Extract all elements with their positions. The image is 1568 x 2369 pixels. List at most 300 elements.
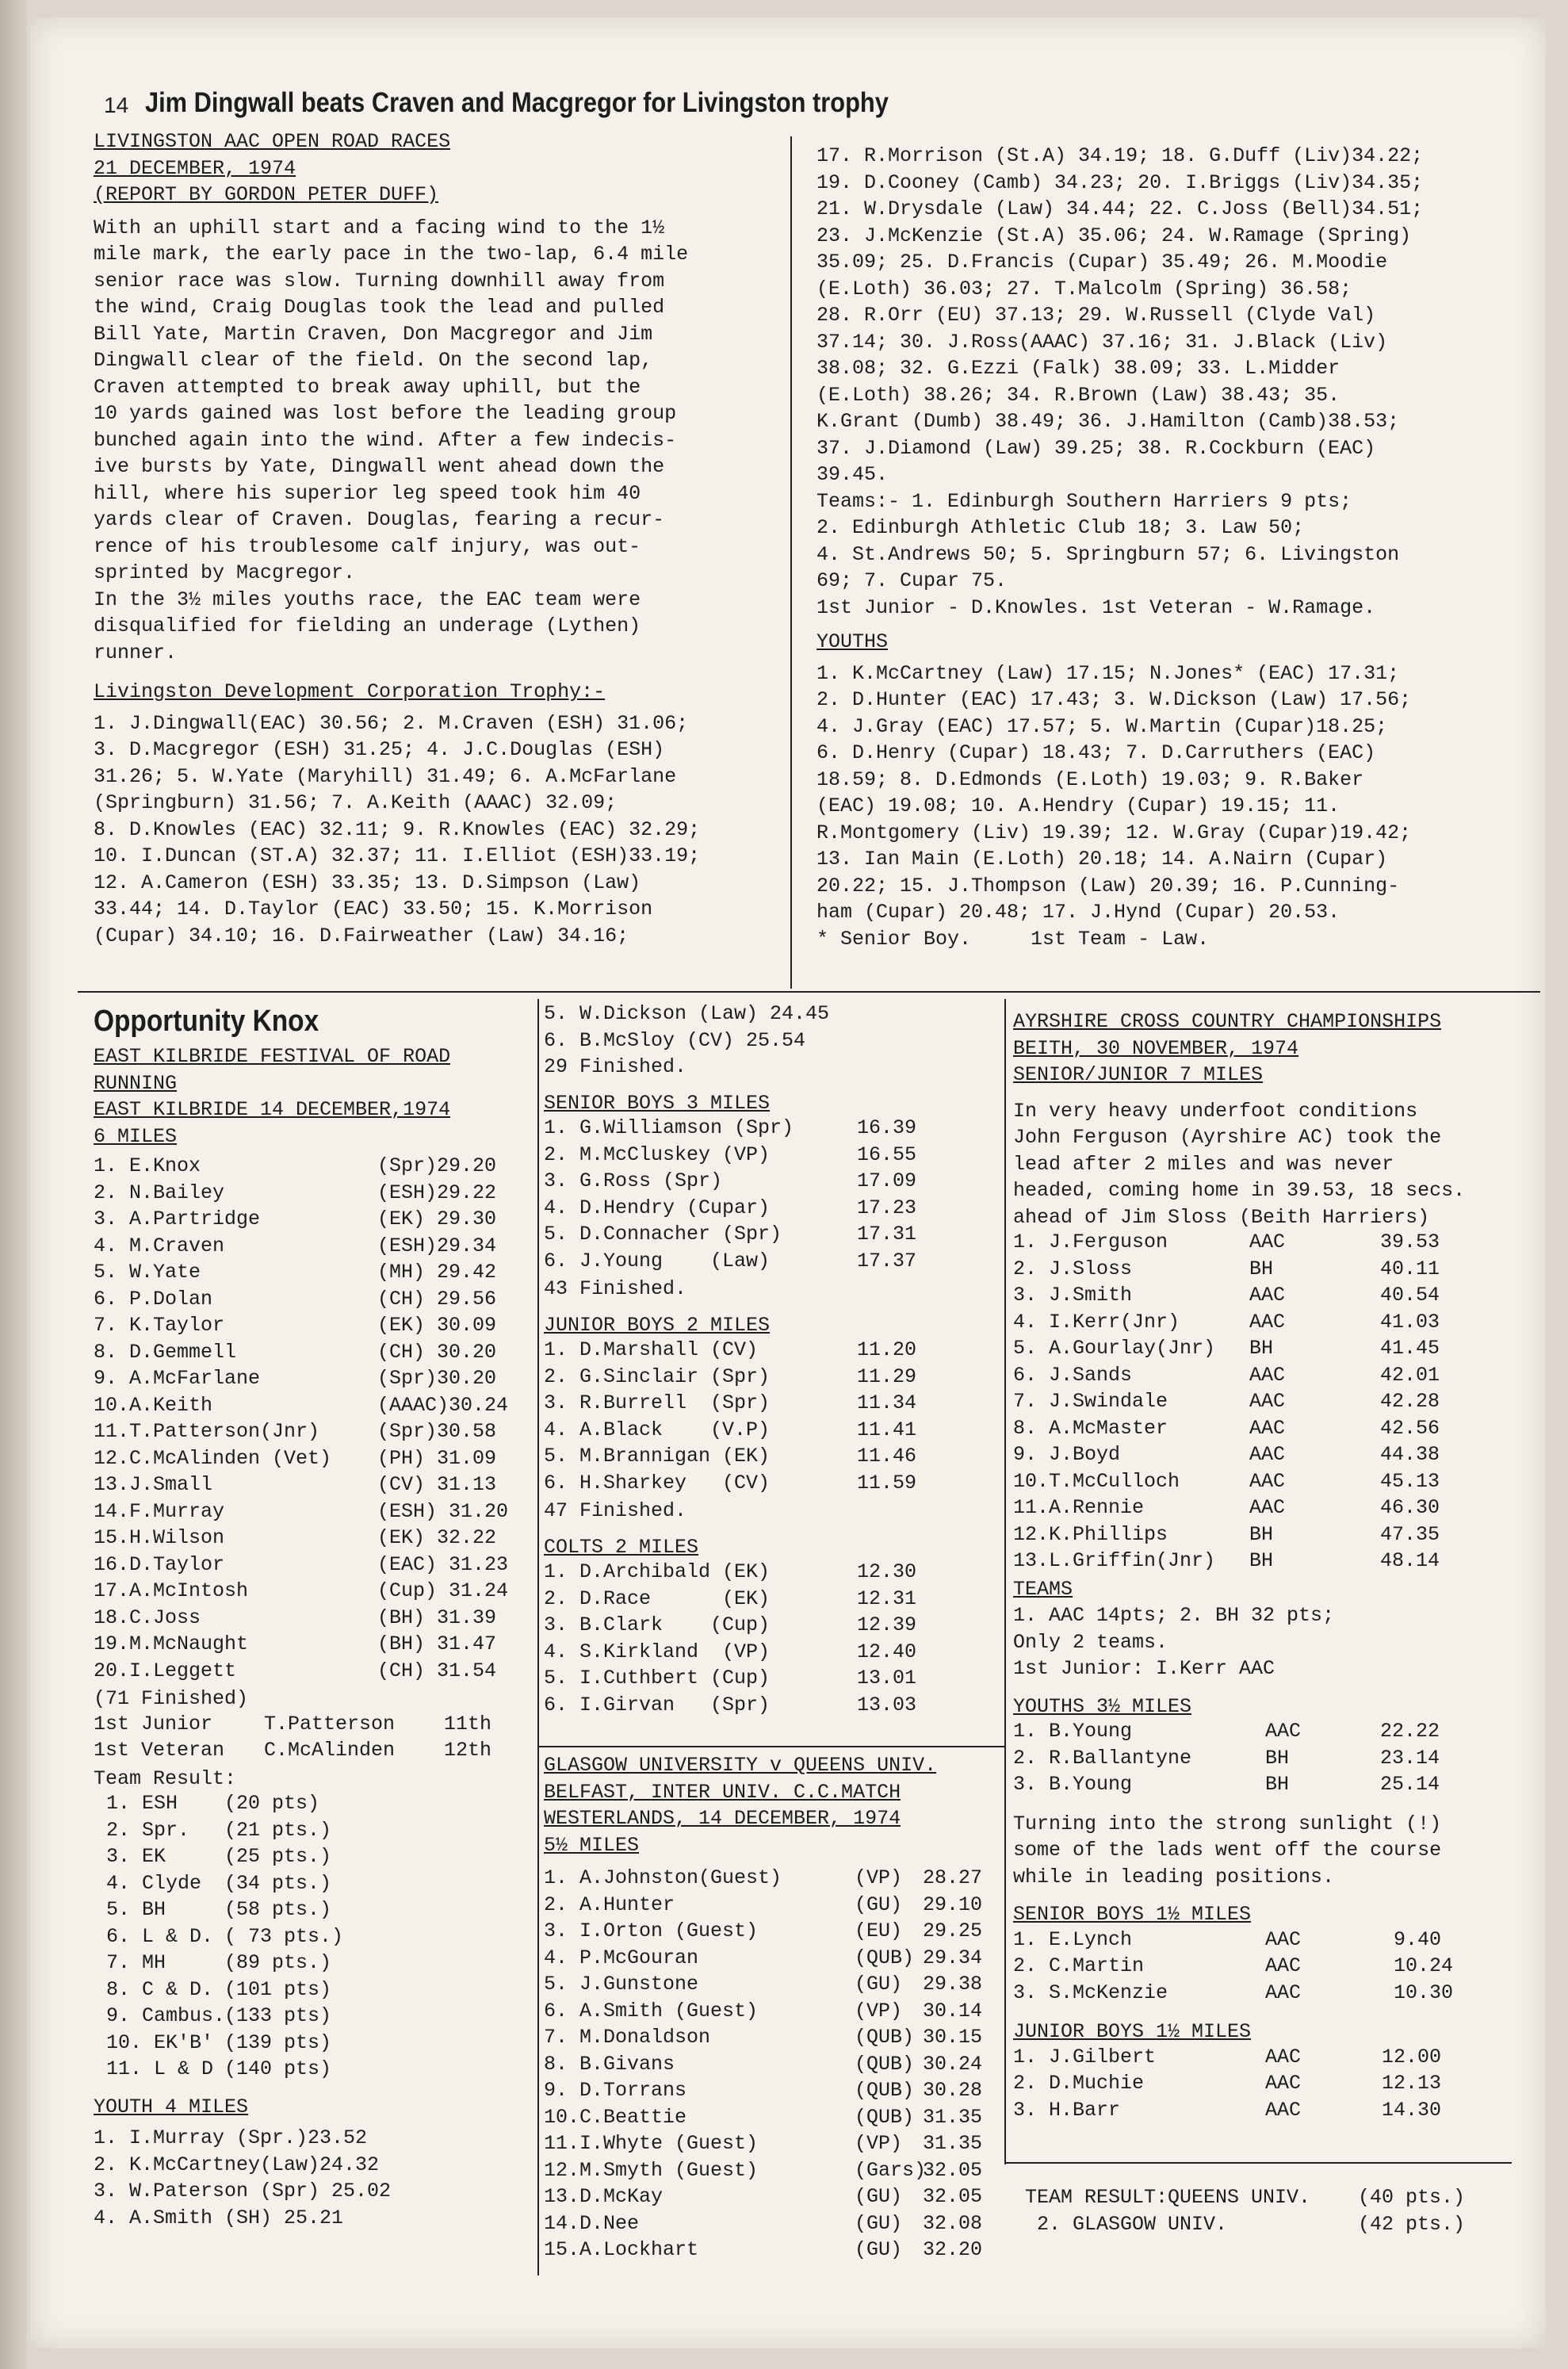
- trophy-result-line: 10. I.Duncan (ST.A) 32.37; 11. I.Elliot (ESH)33.19;: [94, 844, 701, 867]
- knox-result-row-club: (BH) 31.47: [377, 1632, 497, 1655]
- ayrshire-result-row-club: AAC: [1249, 1230, 1286, 1253]
- colts-2-miles: [544, 1534, 1004, 1720]
- colts-row: [544, 1587, 1004, 1614]
- knox-result-row-name: 15.H.Wilson: [94, 1526, 225, 1549]
- senior-boys-row-time: 16.39: [857, 1116, 917, 1139]
- youth-4-miles-heading: YOUTH 4 MILES: [94, 2095, 249, 2118]
- team-result-row: [94, 1819, 537, 1846]
- trophy-result-line: 31.26; 5. W.Yate (Maryhill) 31.49; 6. A.McFarlane: [94, 764, 677, 788]
- ayrshire-result-row: [1013, 1523, 1528, 1550]
- team-result-row-pts: (58 pts.): [224, 1898, 332, 1921]
- team-result-row: [94, 2057, 537, 2084]
- team-result-row-team: 1. ESH: [106, 1792, 178, 1815]
- knox-result-row-name: 20.I.Leggett: [94, 1659, 237, 1682]
- ayrshire-result-row: [1013, 1230, 1528, 1257]
- report-line: Bill Yate, Martin Craven, Don Macgregor and Jim: [94, 322, 653, 346]
- glasgow-result-row-club: (GU): [855, 2185, 903, 2208]
- column-divider-bottom-left: [537, 999, 539, 2275]
- ayrshire-result-row-time: 41.45: [1380, 1337, 1440, 1360]
- report-line: 10 yards gained was lost before the leading group: [94, 402, 677, 425]
- result-line: Teams:- 1. Edinburgh Southern Harriers 9 pts;: [817, 489, 1352, 513]
- ayr-senior-boys-row-club: AAC: [1265, 1927, 1302, 1951]
- trophy-result-line: 12. A.Cameron (ESH) 33.35; 13. D.Simpson (Law): [94, 871, 641, 894]
- ayr-junior-boys-row: [1013, 2072, 1528, 2099]
- result-line: 38.08; 32. G.Ezzi (Falk) 38.09; 33. L.Midder: [817, 357, 1340, 380]
- knox-result-row-club: (Spr)30.58: [377, 1420, 497, 1443]
- glasgow-result-row: [544, 2159, 1004, 2186]
- glasgow-result-row-club: (GU): [855, 1973, 903, 1996]
- knox-result-row-name: 9. A.McFarlane: [94, 1367, 261, 1390]
- knox-result-row: [94, 1473, 537, 1500]
- team-result-row: [94, 1872, 537, 1899]
- colts-row: [544, 1640, 1004, 1667]
- report-line: rence of his troublesome calf injury, was out-: [94, 534, 641, 558]
- ayr-youths-results: [1013, 1720, 1528, 1800]
- team-result-row-pts: (101 pts): [224, 1977, 332, 2001]
- senior-boys-row-name: 6. J.Young (Law): [544, 1249, 771, 1273]
- ayrshire-result-row-time: 39.53: [1380, 1230, 1440, 1253]
- glasgow-result-row-time: 28.27: [923, 1866, 983, 1889]
- glasgow-result-row-time: 31.35: [923, 2132, 983, 2155]
- ayr-senior-boys-row: [1013, 1981, 1528, 2008]
- sunlight-line: Turning into the strong sunlight (!): [1013, 1812, 1442, 1835]
- junior-boys-row-time: 11.41: [857, 1418, 917, 1441]
- glasgow-result-row-time: 32.08: [923, 2211, 983, 2235]
- team-result-row-team: 6. L & D.: [106, 1924, 214, 1948]
- ayrshire-result-row-name: 10.T.McCulloch: [1013, 1469, 1180, 1493]
- junior-boys-row-name: 6. H.Sharkey (CV): [544, 1471, 771, 1494]
- first-junior-pos: 11th: [444, 1712, 492, 1736]
- ayr-junior-boys-row-name: 1. J.Gilbert: [1013, 2045, 1157, 2069]
- ayr-senior-boys-row-name: 3. S.McKenzie: [1013, 1981, 1168, 2004]
- result-line: 4. St.Andrews 50; 5. Springburn 57; 6. Livingston: [817, 542, 1400, 566]
- first-veteran-pos: 12th: [444, 1739, 492, 1762]
- knox-result-row: [94, 1261, 537, 1288]
- knox-result-row: [94, 1500, 537, 1527]
- colts-row-time: 12.39: [857, 1613, 917, 1636]
- middle-top-line: 29 Finished.: [544, 1055, 687, 1078]
- glasgow-result-row-name: 11.I.Whyte (Guest): [544, 2132, 759, 2155]
- report-line: bunched again into the wind. After a few indecis-: [94, 428, 677, 452]
- knox-result-row-name: 1. E.Knox: [94, 1154, 201, 1177]
- ayrshire-article: [1013, 1008, 1528, 2125]
- glasgow-result-row: [544, 2212, 1004, 2239]
- ayrshire-result-row-club: BH: [1249, 1257, 1274, 1280]
- senior-boys-row-time: 17.31: [857, 1223, 917, 1246]
- result-line: 17. R.Morrison (St.A) 34.19; 18. G.Duff (Liv)34.22;: [817, 144, 1424, 167]
- ayr-junior-boys-results: [1013, 2046, 1528, 2126]
- result-line: 19. D.Cooney (Camb) 34.23; 20. I.Briggs (Liv)34.35;: [817, 170, 1424, 194]
- senior-boys-3-miles: [544, 1090, 1004, 1303]
- result-line: (E.Loth) 38.26; 34. R.Brown (Law) 38.43; 35.: [817, 383, 1340, 407]
- ayrshire-result-row-time: 42.01: [1380, 1363, 1440, 1387]
- glasgow-result-row-club: (GU): [855, 2211, 903, 2235]
- colts-row-time: 12.40: [857, 1640, 917, 1663]
- ayrshire-report-line: In very heavy underfoot conditions: [1013, 1099, 1418, 1123]
- knox-result-row-name: 4. M.Craven: [94, 1234, 225, 1257]
- first-veteran-label: 1st Veteran: [94, 1739, 225, 1762]
- ayr-senior-boys-results: [1013, 1928, 1528, 2008]
- glasgow-result-row: [544, 1946, 1004, 1973]
- senior-boys-row: [544, 1223, 1004, 1250]
- glasgow-result-row-name: 2. A.Hunter: [544, 1893, 675, 1916]
- colts-row: [544, 1667, 1004, 1694]
- glasgow-result-row-club: (VP): [855, 2132, 903, 2155]
- senior-boys-row-time: 17.23: [857, 1196, 917, 1219]
- ayrshire-result-row-name: 7. J.Swindale: [1013, 1390, 1168, 1413]
- result-line: 37. J.Diamond (Law) 39.25; 38. R.Cockburn (EAC): [817, 436, 1376, 460]
- junior-boys-row: [544, 1365, 1004, 1392]
- glasgow-heading-line: WESTERLANDS, 14 DECEMBER, 1974: [544, 1807, 901, 1830]
- glasgow-result-row-club: (EU): [855, 1919, 903, 1942]
- middle-top-line: 6. B.McSloy (CV) 25.54: [544, 1028, 806, 1052]
- ayrshire-report-line: John Ferguson (Ayrshire AC) took the: [1013, 1126, 1442, 1149]
- result-line: 1st Junior - D.Knowles. 1st Veteran - W.Ramage.: [817, 595, 1376, 619]
- knox-result-row: [94, 1288, 537, 1315]
- senior-boys-row-time: 16.55: [857, 1142, 917, 1166]
- team-result-row-team: 9. Cambus.: [106, 2004, 226, 2027]
- glasgow-heading: [544, 1752, 1004, 1858]
- colts-row-time: 12.31: [857, 1586, 917, 1610]
- knox-result-row-club: (ESH) 31.20: [377, 1499, 509, 1523]
- report-line: disqualified for fielding an underage (Lythen): [94, 614, 641, 637]
- ayr-senior-boys-row-name: 2. C.Martin: [1013, 1954, 1145, 1977]
- knox-result-row-name: 10.A.Keith: [94, 1393, 213, 1417]
- youth-4-miles-line: 3. W.Paterson (Spr) 25.02: [94, 2180, 392, 2203]
- knox-result-row-name: 17.A.McIntosh: [94, 1579, 249, 1602]
- glasgow-result-row-time: 32.20: [923, 2238, 983, 2261]
- senior-boys-finished: 43 Finished.: [544, 1277, 687, 1300]
- ayrshire-result-row-name: 1. J.Ferguson: [1013, 1230, 1168, 1253]
- knox-heading-line: 6 MILES: [94, 1124, 178, 1148]
- report-line: With an uphill start and a facing wind to the 1½: [94, 216, 665, 239]
- result-line: 28. R.Orr (EU) 37.13; 29. W.Russell (Clyde Val): [817, 304, 1376, 327]
- junior-boys-row: [544, 1472, 1004, 1498]
- glasgow-result-row: [544, 1866, 1004, 1893]
- junior-boys-row-time: 11.59: [857, 1471, 917, 1494]
- ayrshire-result-row-time: 42.28: [1380, 1390, 1440, 1413]
- ayrshire-result-row: [1013, 1443, 1528, 1470]
- sunlight-line: while in leading positions.: [1013, 1865, 1335, 1889]
- team-result-row-pts: (21 pts.): [224, 1818, 332, 1842]
- report-line: In the 3½ miles youths race, the EAC team were: [94, 587, 641, 611]
- senior-boys-row: [544, 1143, 1004, 1170]
- knox-result-row-name: 6. P.Dolan: [94, 1287, 213, 1311]
- glasgow-result-row-name: 6. A.Smith (Guest): [544, 1999, 759, 2023]
- ayrshire-heading-line: AYRSHIRE CROSS COUNTRY CHAMPIONSHIPS: [1013, 1010, 1442, 1033]
- glasgow-result-row-time: 31.35: [923, 2105, 983, 2129]
- result-line: 69; 7. Cupar 75.: [817, 569, 1008, 592]
- ayrshire-result-row-club: AAC: [1249, 1416, 1286, 1440]
- youth-4-miles-line: 1. I.Murray (Spr.)23.52: [94, 2126, 368, 2149]
- knox-title: Opportunity Knox: [94, 1005, 319, 1038]
- teams-heading: TEAMS: [1013, 1577, 1073, 1601]
- ayrshire-result-row-name: 12.K.Phillips: [1013, 1522, 1168, 1546]
- glasgow-result-row-name: 15.A.Lockhart: [544, 2238, 699, 2261]
- glasgow-result-row: [544, 2026, 1004, 2053]
- glasgow-heading-line: GLASGOW UNIVERSITY v QUEENS UNIV.: [544, 1754, 937, 1777]
- knox-result-row: [94, 1207, 537, 1234]
- ayrshire-box-bottom: [1004, 2162, 1512, 2164]
- knox-result-row-name: 18.C.Joss: [94, 1605, 201, 1629]
- ayrshire-result-row-name: 5. A.Gourlay(Jnr): [1013, 1337, 1216, 1360]
- youth-result-line: 1. K.McCartney (Law) 17.15; N.Jones* (EAC) 17.31;: [817, 661, 1400, 685]
- glasgow-result-row-club: (QUB): [855, 2105, 915, 2129]
- knox-result-row-club: (CH) 30.20: [377, 1340, 497, 1364]
- glasgow-result-row-name: 5. J.Gunstone: [544, 1973, 699, 1996]
- senior-boys-row: [544, 1169, 1004, 1196]
- team-result-row: [94, 1792, 537, 1819]
- glasgow-result-row-club: (GU): [855, 1893, 903, 1916]
- inter-univ-team-result: [1025, 2186, 1532, 2239]
- youth-4-miles-line: 4. A.Smith (SH) 25.21: [94, 2206, 344, 2229]
- trophy-result-line: 8. D.Knowles (EAC) 32.11; 9. R.Knowles (EAC) 32.29;: [94, 817, 701, 841]
- glasgow-result-row-name: 4. P.McGouran: [544, 1946, 699, 1969]
- knox-result-row-club: (EK) 30.09: [377, 1314, 497, 1337]
- knox-heading-line: RUNNING: [94, 1071, 178, 1095]
- glasgow-result-row: [544, 1919, 1004, 1946]
- colts-row-name: 2. D.Race (EK): [544, 1586, 771, 1610]
- glasgow-box-top: [537, 1746, 1005, 1747]
- ayr-junior-boys-row-club: AAC: [1265, 2072, 1302, 2095]
- ayr-senior-boys-row-name: 1. E.Lynch: [1013, 1927, 1133, 1951]
- knox-result-row-name: 19.M.McNaught: [94, 1632, 249, 1655]
- junior-boys-row-time: 11.34: [857, 1391, 917, 1414]
- ayr-youth-row-name: 3. B.Young: [1013, 1773, 1133, 1796]
- knox-heading-line: EAST KILBRIDE 14 DECEMBER,1974: [94, 1098, 451, 1121]
- colts-row: [544, 1613, 1004, 1640]
- ayrshire-result-row-club: AAC: [1249, 1363, 1286, 1387]
- ayr-senior-boys-row: [1013, 1928, 1528, 1955]
- trophy-result-line: (Springburn) 31.56; 7. A.Keith (AAAC) 32.09;: [94, 791, 618, 814]
- glasgow-result-row-time: 29.34: [923, 1946, 983, 1969]
- ayr-youth-row-club: BH: [1265, 1746, 1290, 1770]
- team-result-row: [94, 2031, 537, 2058]
- team-result-row-pts: (140 pts): [224, 2057, 332, 2080]
- ayr-junior-boys-row-time: 14.30: [1382, 2098, 1442, 2122]
- junior-boys-row: [544, 1391, 1004, 1418]
- senior-boys-row: [544, 1196, 1004, 1223]
- ayrshire-result-row: [1013, 1549, 1528, 1576]
- knox-result-row-club: (ESH)29.34: [377, 1234, 497, 1257]
- glasgow-university-match: [544, 1752, 1004, 2265]
- ayrshire-heading-line: SENIOR/JUNIOR 7 MILES: [1013, 1063, 1264, 1086]
- sunlight-note: [1013, 1811, 1528, 1891]
- senior-boys-row-time: 17.37: [857, 1249, 917, 1273]
- team-result-row: [94, 1951, 537, 1978]
- team-result-row-team: 7. MH: [106, 1951, 166, 1974]
- ayrshire-result-row-time: 42.56: [1380, 1416, 1440, 1440]
- glasgow-result-row-name: 7. M.Donaldson: [544, 2026, 711, 2049]
- colts-row: [544, 1560, 1004, 1587]
- ayr-senior-boys-row: [1013, 1954, 1528, 1981]
- youth-result-line: R.Montgomery (Liv) 19.39; 12. W.Gray (Cupar)19.42;: [817, 821, 1412, 844]
- ayr-youth-row: [1013, 1720, 1528, 1747]
- knox-result-row-club: (MH) 29.42: [377, 1261, 497, 1284]
- ayrshire-result-row-club: AAC: [1249, 1284, 1286, 1307]
- ayrshire-report: [1013, 1098, 1528, 1231]
- youth-result-line: 20.22; 15. J.Thompson (Law) 20.39; 16. P.Cunning-: [817, 874, 1400, 897]
- team-result-heading: Team Result:: [94, 1766, 237, 1790]
- senior-boys-row: [544, 1250, 1004, 1276]
- result-line: 23. J.McKenzie (St.A) 35.06; 24. W.Ramage (Spring): [817, 224, 1412, 247]
- senior-boys-row-name: 4. D.Hendry (Cupar): [544, 1196, 771, 1219]
- ayrshire-result-row-time: 45.13: [1380, 1469, 1440, 1493]
- junior-boys-row-time: 11.46: [857, 1445, 917, 1468]
- first-veteran-name: C.McAlinden: [264, 1739, 396, 1762]
- glasgow-result-row: [544, 2185, 1004, 2212]
- ayrshire-report-line: lead after 2 miles and was never: [1013, 1152, 1394, 1176]
- glasgow-result-row-club: (QUB): [855, 2026, 915, 2049]
- knox-result-row: [94, 1314, 537, 1341]
- team-result-row-pts: (133 pts): [224, 2004, 332, 2027]
- glasgow-result-row-club: (Gars): [855, 2158, 927, 2182]
- colts-row-name: 1. D.Archibald (EK): [544, 1560, 771, 1583]
- ayr-senior-boys-row-time: 10.24: [1394, 1954, 1454, 1977]
- ayrshire-report-line: ahead of Jim Sloss (Beith Harriers): [1013, 1205, 1430, 1229]
- knox-result-row-name: 16.D.Taylor: [94, 1552, 225, 1576]
- knox-heading: [94, 1043, 537, 1150]
- trophy-result-line: 1. J.Dingwall(EAC) 30.56; 2. M.Craven (ESH) 31.06;: [94, 711, 689, 735]
- knox-heading-line: EAST KILBRIDE FESTIVAL OF ROAD: [94, 1045, 451, 1068]
- ayr-youth-row: [1013, 1747, 1528, 1774]
- glasgow-result-row-name: 10.C.Beattie: [544, 2105, 687, 2129]
- knox-result-row: [94, 1181, 537, 1208]
- youth-result-line: 18.59; 8. D.Edmonds (E.Loth) 19.03; 9. R.Baker: [817, 767, 1364, 791]
- ayrshire-result-row: [1013, 1337, 1528, 1364]
- knox-result-row: [94, 1447, 537, 1474]
- glasgow-result-row: [544, 2000, 1004, 2026]
- junior-boys-finished: 47 Finished.: [544, 1499, 687, 1522]
- event-date: 21 DECEMBER, 1974: [94, 156, 296, 180]
- knox-result-row: [94, 1659, 537, 1686]
- ayrshire-result-row: [1013, 1257, 1528, 1284]
- knox-result-row: [94, 1606, 537, 1633]
- ayr-youth-row-name: 2. R.Ballantyne: [1013, 1746, 1192, 1770]
- senior-boys-heading: SENIOR BOYS 3 MILES: [544, 1091, 771, 1115]
- ayrshire-result-row-club: AAC: [1249, 1390, 1286, 1413]
- knox-result-row-club: (Spr)30.20: [377, 1367, 497, 1390]
- knox-result-row-name: 7. K.Taylor: [94, 1314, 225, 1337]
- report-line: yards clear of Craven. Douglas, fearing a recur-: [94, 508, 665, 531]
- result-line: 21. W.Drysdale (Law) 34.44; 22. C.Joss (Bell)34.51;: [817, 197, 1424, 220]
- ayrshire-result-row-club: AAC: [1249, 1310, 1286, 1334]
- ayrshire-result-row-name: 2. J.Sloss: [1013, 1257, 1133, 1280]
- glasgow-heading-line: 5½ MILES: [544, 1833, 640, 1857]
- report-line: runner.: [94, 641, 178, 664]
- knox-result-row-name: 12.C.McAlinden (Vet): [94, 1446, 332, 1470]
- ayr-youth-row-time: 25.14: [1380, 1773, 1440, 1796]
- sunlight-line: some of the lads went off the course: [1013, 1839, 1442, 1862]
- glasgow-result-row-name: 8. B.Givans: [544, 2052, 675, 2076]
- ayrshire-result-row-name: 13.L.Griffin(Jnr): [1013, 1549, 1216, 1572]
- page-number: 14: [104, 93, 129, 117]
- glasgow-result-row: [544, 2132, 1004, 2159]
- glasgow-result-row-time: 29.25: [923, 1919, 983, 1942]
- ayrshire-result-row-name: 4. I.Kerr(Jnr): [1013, 1310, 1180, 1334]
- team-result-row: [94, 1898, 537, 1925]
- knox-result-row: [94, 1234, 537, 1261]
- team-result-row-pts: (139 pts): [224, 2030, 332, 2054]
- ayrshire-result-row-name: 6. J.Sands: [1013, 1363, 1133, 1387]
- knox-result-row-name: 8. D.Gemmell: [94, 1340, 237, 1364]
- ayrshire-result-row-club: BH: [1249, 1549, 1274, 1572]
- youth-result-line: 13. Ian Main (E.Loth) 20.18; 14. A.Nairn (Cupar): [817, 848, 1388, 871]
- event-name: LIVINGSTON AAC OPEN ROAD RACES: [94, 130, 451, 153]
- junior-boys-row-name: 5. M.Brannigan (EK): [544, 1445, 771, 1468]
- colts-row-name: 3. B.Clark (Cup): [544, 1613, 771, 1636]
- team-result-row-pts: (25 pts.): [224, 1845, 332, 1868]
- glasgow-result-row-time: 32.05: [923, 2185, 983, 2208]
- knox-result-row-club: (CH) 29.56: [377, 1287, 497, 1311]
- junior-boys-heading: JUNIOR BOYS 2 MILES: [544, 1313, 771, 1337]
- page-binding-edge: [0, 0, 27, 2369]
- colts-row-time: 12.30: [857, 1560, 917, 1583]
- glasgow-result-row-name: 13.D.McKay: [544, 2185, 664, 2208]
- report-line: sprinted by Macgregor.: [94, 561, 356, 584]
- ayrshire-result-row-club: AAC: [1249, 1443, 1286, 1466]
- ayrshire-result-row: [1013, 1417, 1528, 1444]
- report-byline: (REPORT BY GORDON PETER DUFF): [94, 183, 439, 206]
- glasgow-result-row-name: 1. A.Johnston(Guest): [544, 1866, 782, 1889]
- ayr-junior-boys-row: [1013, 2099, 1528, 2126]
- ayr-senior-boys-row-time: 10.30: [1394, 1981, 1454, 2004]
- knox-result-row-name: 14.F.Murray: [94, 1499, 225, 1523]
- ayrshire-result-row-club: BH: [1249, 1522, 1274, 1546]
- trophy-result-line: (Cupar) 34.10; 16. D.Fairweather (Law) 34.16;: [94, 924, 629, 947]
- report-line: Craven attempted to break away uphill, but the: [94, 375, 641, 399]
- report-body: [94, 215, 807, 667]
- ayr-youth-row-name: 1. B.Young: [1013, 1720, 1133, 1743]
- knox-result-row: [94, 1367, 537, 1394]
- first-junior-line: [94, 1713, 537, 1739]
- knox-result-row-club: (Cup) 31.24: [377, 1579, 509, 1602]
- report-line: ive bursts by Yate, Dingwall went ahead down the: [94, 455, 665, 478]
- result-line: 39.45.: [817, 463, 889, 486]
- team-result-row: [94, 1925, 537, 1952]
- knox-result-row-name: 13.J.Small: [94, 1473, 213, 1496]
- senior-boys-row-time: 17.09: [857, 1169, 917, 1192]
- youth-4-miles-line: 2. K.McCartney(Law)24.32: [94, 2153, 380, 2176]
- ayrshire-heading: [1013, 1008, 1528, 1089]
- junior-boys-2-miles: [544, 1312, 1004, 1525]
- ayrshire-result-row: [1013, 1470, 1528, 1497]
- youth-result-line: 6. D.Henry (Cupar) 18.43; 7. D.Carruthers (EAC): [817, 741, 1376, 764]
- glasgow-result-row-club: (VP): [855, 1866, 903, 1889]
- junior-boys-row: [544, 1338, 1004, 1365]
- knox-result-row-club: (Spr)29.20: [377, 1154, 497, 1177]
- junior-boys-row-time: 11.20: [857, 1338, 917, 1361]
- knox-result-row-club: (AAAC)30.24: [377, 1393, 509, 1417]
- trophy-results: [94, 710, 807, 950]
- glasgow-result-row-name: 14.D.Nee: [544, 2211, 640, 2235]
- knox-result-row: [94, 1526, 537, 1553]
- knox-result-row-name: 2. N.Bailey: [94, 1181, 225, 1204]
- ayrshire-result-row-time: 40.11: [1380, 1257, 1440, 1280]
- ayr-youth-row: [1013, 1773, 1528, 1800]
- glasgow-result-row-time: 30.15: [923, 2026, 983, 2049]
- knox-result-row-name: 3. A.Partridge: [94, 1207, 261, 1230]
- ayrshire-results: [1013, 1230, 1528, 1576]
- knox-result-row-club: (EK) 29.30: [377, 1207, 497, 1230]
- ayrshire-result-row-time: 48.14: [1380, 1549, 1440, 1572]
- ayrshire-result-row-time: 44.38: [1380, 1443, 1440, 1466]
- glasgow-result-row-name: 3. I.Orton (Guest): [544, 1919, 759, 1942]
- ayr-junior-boys-row-name: 3. H.Barr: [1013, 2098, 1121, 2122]
- ayrshire-teams-line: Only 2 teams.: [1013, 1630, 1168, 1654]
- ayr-youth-row-time: 22.22: [1380, 1720, 1440, 1743]
- glasgow-heading-line: BELFAST, INTER UNIV. C.C.MATCH: [544, 1780, 901, 1804]
